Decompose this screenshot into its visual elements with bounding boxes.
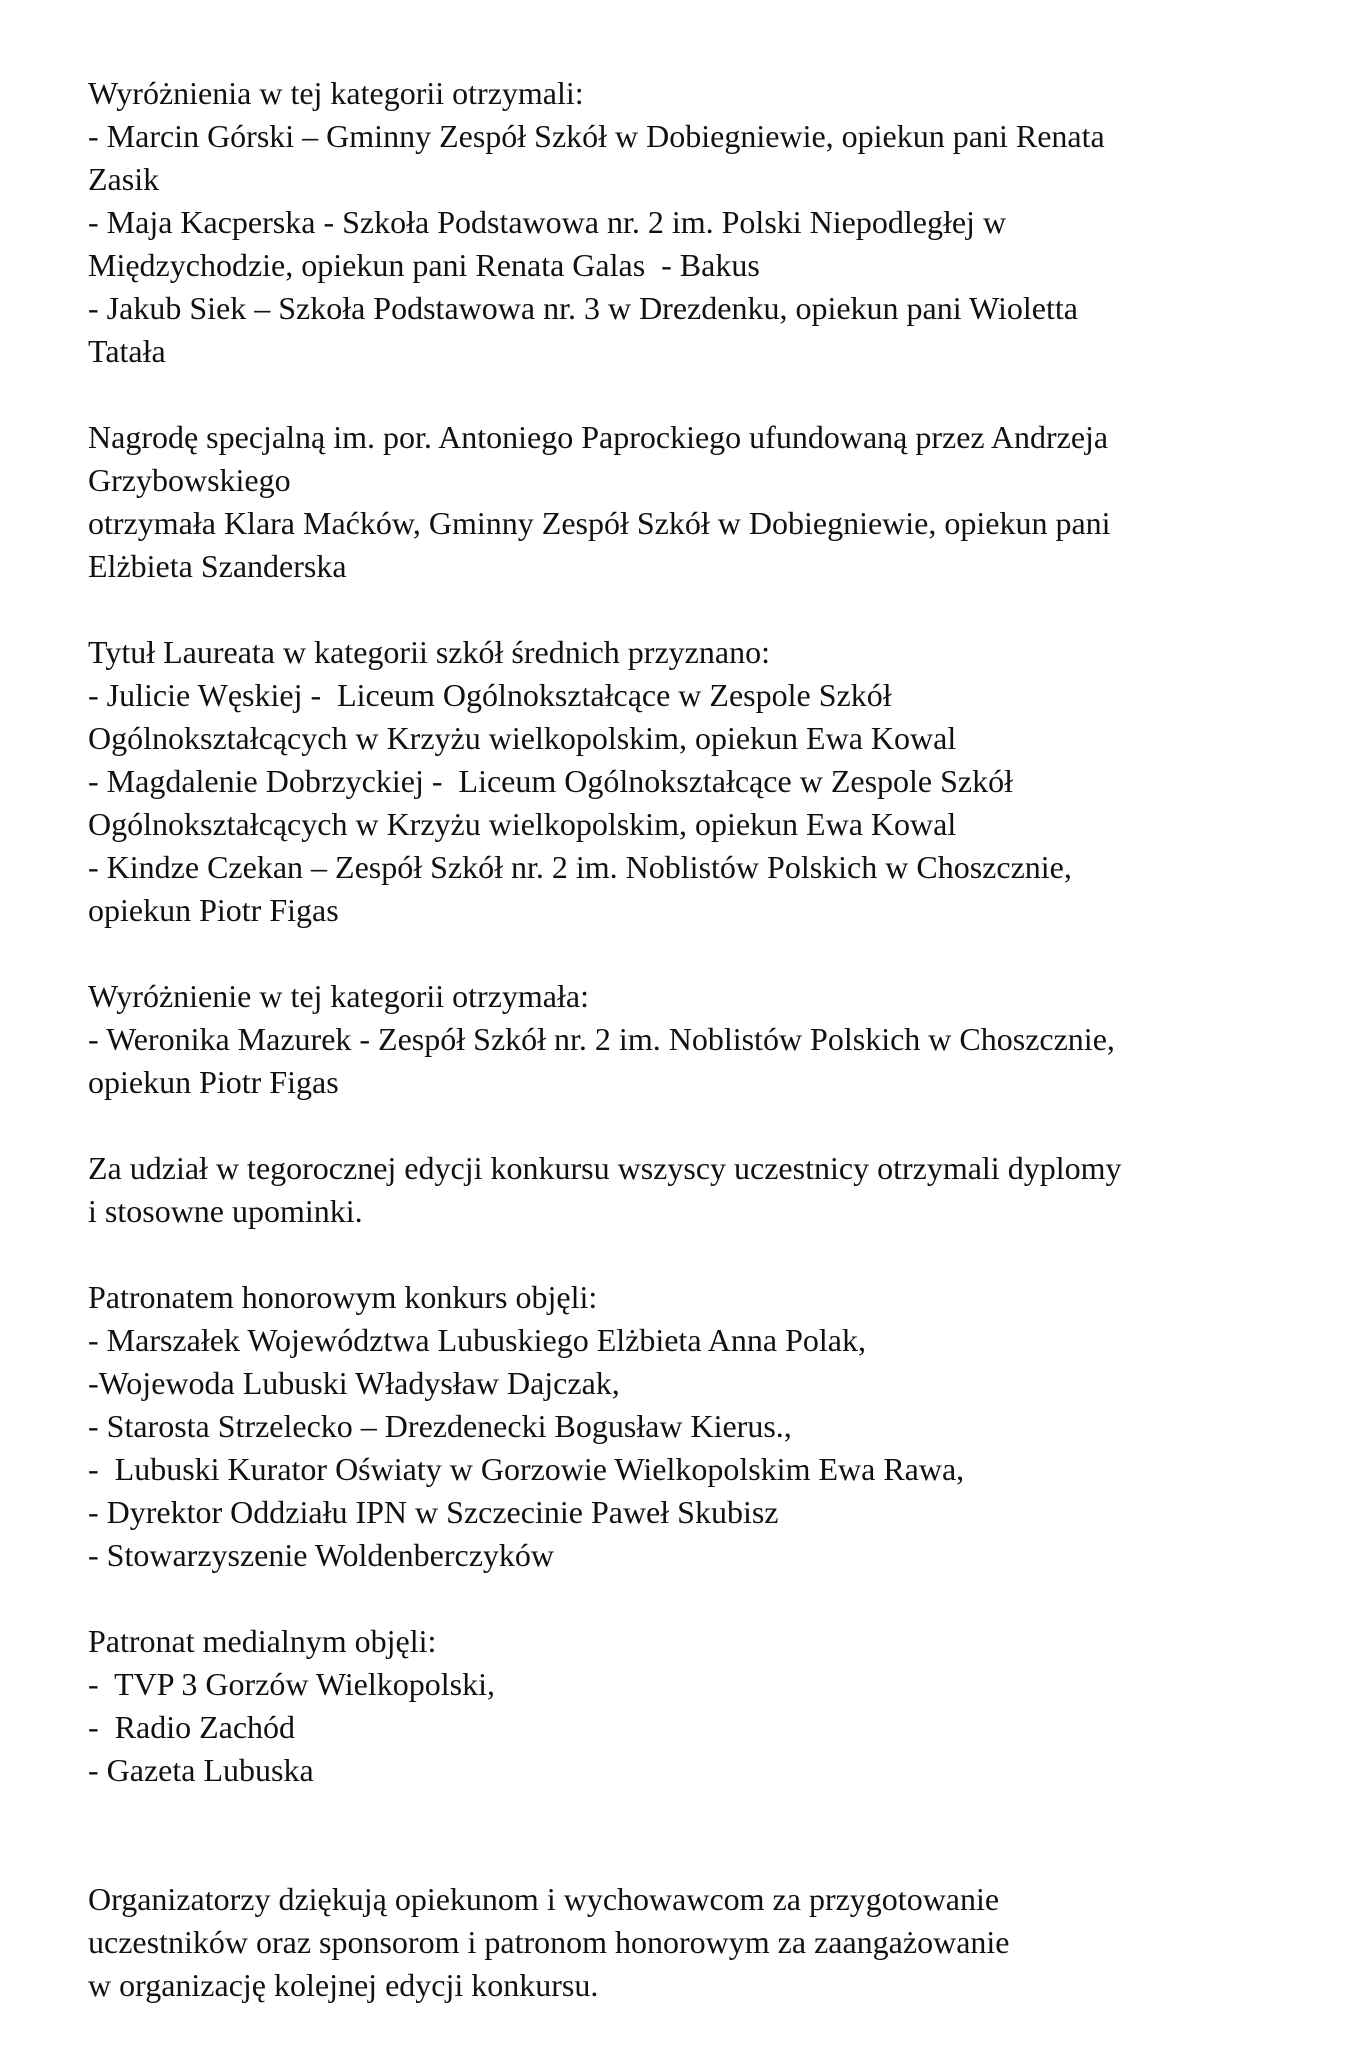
text-line: Grzybowskiego (88, 462, 291, 498)
text-line: Tytuł Laureata w kategorii szkół średnich przyznano: (88, 634, 770, 670)
text-line: Tatała (88, 333, 166, 369)
document-page (88, 72, 1328, 2007)
text-line: - Weronika Mazurek - Zespół Szkół nr. 2 im. Noblistów Polskich w Choszcznie, (88, 1021, 1115, 1057)
text-line: uczestników oraz sponsorom i patronom honorowym za zaangażowanie (88, 1924, 1010, 1960)
text-line: - Marcin Górski – Gminny Zespół Szkół w Dobiegniewie, opiekun pani Renata (88, 118, 1105, 154)
text-line: Patronat medialnym objęli: (88, 1623, 437, 1659)
text-line: Nagrodę specjalną im. por. Antoniego Paprockiego ufundowaną przez Andrzeja (88, 419, 1109, 455)
text-line: Elżbieta Szanderska (88, 548, 347, 584)
text-line: i stosowne upominki. (88, 1193, 363, 1229)
text-line: - Stowarzyszenie Woldenberczyków (88, 1537, 554, 1573)
text-line: - Magdalenie Dobrzyckiej - Liceum Ogólnokształcące w Zespole Szkół (88, 763, 1013, 799)
text-line: opiekun Piotr Figas (88, 1064, 339, 1100)
text-line: - Marszałek Województwa Lubuskiego Elżbieta Anna Polak, (88, 1322, 866, 1358)
text-line: Wyróżnienie w tej kategorii otrzymała: (88, 978, 589, 1014)
text-line: Wyróżnienia w tej kategorii otrzymali: (88, 75, 584, 111)
text-line: opiekun Piotr Figas (88, 892, 339, 928)
text-line: Ogólnokształcących w Krzyżu wielkopolskim, opiekun Ewa Kowal (88, 720, 957, 756)
paragraph-gap (88, 1792, 1328, 1878)
text-line: - Gazeta Lubuska (88, 1752, 314, 1788)
paragraph-gap (88, 373, 1328, 416)
text-line: Patronatem honorowym konkurs objęli: (88, 1279, 598, 1315)
text-line: otrzymała Klara Maćków, Gminny Zespół Szkół w Dobiegniewie, opiekun pani (88, 505, 1111, 541)
text-line: - Starosta Strzelecko – Drezdenecki Bogusław Kierus., (88, 1408, 792, 1444)
paragraph-gap (88, 1233, 1328, 1276)
text-line: Ogólnokształcących w Krzyżu wielkopolskim, opiekun Ewa Kowal (88, 806, 957, 842)
paragraph-gap (88, 1577, 1328, 1620)
text-line: Za udział w tegorocznej edycji konkursu wszyscy uczestnicy otrzymali dyplomy (88, 1150, 1122, 1186)
text-line: -Wojewoda Lubuski Władysław Dajczak, (88, 1365, 620, 1401)
text-line: - TVP 3 Gorzów Wielkopolski, (88, 1666, 495, 1702)
text-line: - Jakub Siek – Szkoła Podstawowa nr. 3 w Drezdenku, opiekun pani Wioletta (88, 290, 1078, 326)
text-line: Organizatorzy dziękują opiekunom i wychowawcom za przygotowanie (88, 1881, 1000, 1917)
paragraph-gap (88, 1104, 1328, 1147)
paragraph-gap (88, 588, 1328, 631)
paragraph-gap (88, 932, 1328, 975)
text-line: Międzychodzie, opiekun pani Renata Galas - Bakus (88, 247, 760, 283)
text-line: - Kindze Czekan – Zespół Szkół nr. 2 im. Noblistów Polskich w Choszcznie, (88, 849, 1072, 885)
text-line: - Radio Zachód (88, 1709, 296, 1745)
text-line: - Julicie Węskiej - Liceum Ogólnokształcące w Zespole Szkół (88, 677, 892, 713)
text-line: w organizację kolejnej edycji konkursu. (88, 1967, 599, 2003)
text-line: Zasik (88, 161, 160, 197)
text-line: - Dyrektor Oddziału IPN w Szczecinie Paweł Skubisz (88, 1494, 779, 1530)
text-line: - Lubuski Kurator Oświaty w Gorzowie Wielkopolskim Ewa Rawa, (88, 1451, 965, 1487)
text-line: - Maja Kacperska - Szkoła Podstawowa nr. 2 im. Polski Niepodległej w (88, 204, 1007, 240)
